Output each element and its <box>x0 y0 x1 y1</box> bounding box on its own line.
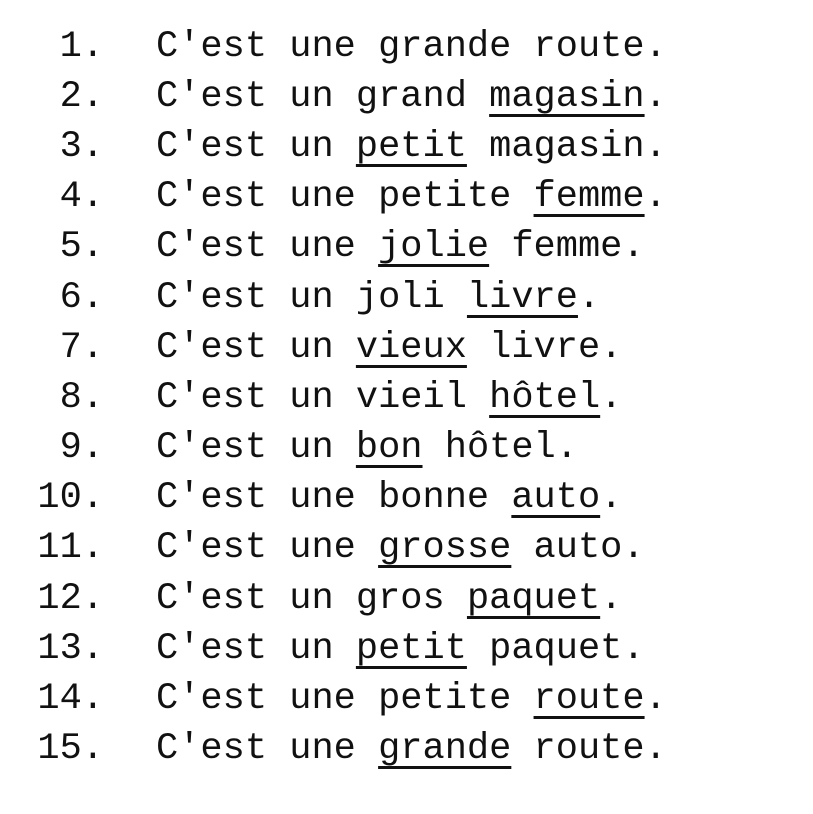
sentence-number: 15. <box>37 728 104 771</box>
sentence-number: 9. <box>59 427 104 470</box>
word: C'est <box>156 577 268 620</box>
word: une <box>289 728 356 771</box>
word: C'est <box>156 477 268 520</box>
sentence-number: 5. <box>59 226 104 269</box>
sentence-line <box>0 122 667 172</box>
word: femme <box>511 226 623 269</box>
word: hôtel <box>444 427 556 470</box>
sentence-period: . <box>622 627 645 670</box>
sentence-line <box>0 574 667 624</box>
underlined-word: petit <box>355 627 467 670</box>
sentence-line <box>0 725 667 775</box>
sentence-period: . <box>600 376 623 419</box>
sentence-number: 10. <box>37 477 104 520</box>
sentence-line <box>0 373 667 423</box>
word: livre <box>489 326 601 369</box>
sentence-number: 14. <box>37 678 104 721</box>
word: un <box>289 276 334 319</box>
word: C'est <box>156 25 268 68</box>
underlined-word: magasin <box>489 75 645 118</box>
sentence-text <box>156 527 645 570</box>
sentence-number: 12. <box>37 577 104 620</box>
word: C'est <box>156 176 268 219</box>
sentence-period: . <box>644 176 667 219</box>
underlined-word: femme <box>533 176 645 219</box>
word: paquet <box>489 627 623 670</box>
sentence-text <box>156 326 623 369</box>
word: un <box>289 125 334 168</box>
word: C'est <box>156 75 268 118</box>
sentence-text <box>156 25 667 68</box>
sentence-text <box>156 477 623 520</box>
underlined-word: grande <box>378 728 512 771</box>
underlined-word: vieux <box>355 326 467 369</box>
word: C'est <box>156 276 268 319</box>
word: un <box>289 427 334 470</box>
sentence-text <box>156 678 667 721</box>
sentence-text <box>156 427 578 470</box>
word: C'est <box>156 125 268 168</box>
sentence-text <box>156 226 645 269</box>
sentence-period: . <box>600 577 623 620</box>
word: une <box>289 25 356 68</box>
sentence-period: . <box>644 75 667 118</box>
sentence-period: . <box>600 477 623 520</box>
sentence-list <box>0 22 667 775</box>
word: petite <box>378 678 512 721</box>
sentence-period: . <box>644 678 667 721</box>
word: magasin <box>489 125 645 168</box>
word: un <box>289 376 334 419</box>
sentence-number: 11. <box>37 527 104 570</box>
word: une <box>289 477 356 520</box>
word: un <box>289 326 334 369</box>
sentence-text <box>156 376 623 419</box>
sentence-number: 6. <box>59 276 104 319</box>
sentence-text <box>156 728 667 771</box>
word: une <box>289 226 356 269</box>
sentence-number: 3. <box>59 125 104 168</box>
word: vieil <box>355 376 467 419</box>
word: C'est <box>156 427 268 470</box>
word: route <box>533 728 645 771</box>
sentence-line <box>0 173 667 223</box>
sentence-line <box>0 474 667 524</box>
word: joli <box>355 276 445 319</box>
word: grande <box>378 25 512 68</box>
sentence-text <box>156 75 667 118</box>
sentence-line <box>0 223 667 273</box>
word: une <box>289 527 356 570</box>
word: une <box>289 678 356 721</box>
sentence-line <box>0 674 667 724</box>
sentence-period: . <box>600 326 623 369</box>
sentence-period: . <box>577 276 601 319</box>
sentence-text <box>156 627 645 670</box>
underlined-word: hôtel <box>489 376 601 419</box>
sentence-line <box>0 624 667 674</box>
word: une <box>289 176 356 219</box>
sentence-line <box>0 323 667 373</box>
underlined-word: route <box>533 678 645 721</box>
word: C'est <box>156 376 268 419</box>
word: petite <box>378 176 512 219</box>
word: auto <box>533 527 623 570</box>
sentence-text <box>156 125 667 168</box>
word: C'est <box>156 728 268 771</box>
sentence-period: . <box>644 728 667 771</box>
underlined-word: bon <box>355 427 423 470</box>
sentence-line <box>0 424 667 474</box>
word: gros <box>355 577 445 620</box>
word: route <box>533 25 645 68</box>
sentence-text <box>156 176 667 219</box>
word: C'est <box>156 226 268 269</box>
sentence-text <box>156 577 623 620</box>
sentence-number: 2. <box>59 75 104 118</box>
underlined-word: paquet <box>466 577 601 620</box>
word: C'est <box>156 527 268 570</box>
sentence-period: . <box>622 226 645 269</box>
word: un <box>289 627 334 670</box>
sentence-period: . <box>644 125 667 168</box>
sentence-text <box>156 276 601 319</box>
sentence-number: 4. <box>59 176 104 219</box>
sentence-period: . <box>644 25 667 68</box>
word: C'est <box>156 627 268 670</box>
sentence-number: 7. <box>59 326 104 369</box>
word: grand <box>355 75 467 118</box>
underlined-word: petit <box>355 125 467 168</box>
underlined-word: livre <box>466 276 578 319</box>
sentence-period: . <box>555 427 578 470</box>
word: C'est <box>156 326 268 369</box>
underlined-word: grosse <box>378 527 512 570</box>
word: un <box>289 577 334 620</box>
word: bonne <box>378 477 490 520</box>
underlined-word: auto <box>511 477 601 520</box>
underlined-word: jolie <box>378 226 490 269</box>
sentence-line <box>0 22 667 72</box>
sentence-line <box>0 524 667 574</box>
sentence-period: . <box>622 527 645 570</box>
word: un <box>289 75 334 118</box>
sentence-line <box>0 273 667 323</box>
sentence-number: 13. <box>37 627 104 670</box>
sentence-number: 8. <box>59 376 104 419</box>
sentence-number: 1. <box>59 25 104 68</box>
word: C'est <box>156 678 268 721</box>
sentence-line <box>0 72 667 122</box>
